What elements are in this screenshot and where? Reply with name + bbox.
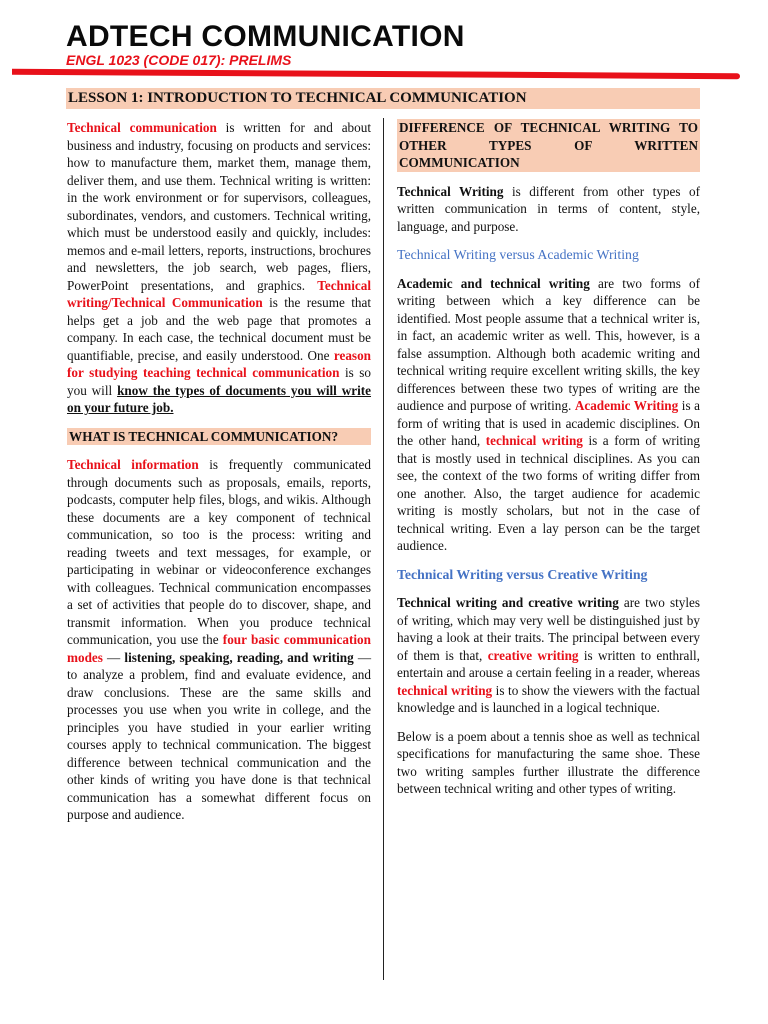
emphasis-bold: Academic and technical writing <box>397 275 590 291</box>
column-divider <box>383 118 384 980</box>
course-subtitle: ENGL 1023 (CODE 017): PRELIMS <box>66 52 292 68</box>
body-text: are two styles of writing, which may very well be distinguished just by having a look at their traits. The principal between every of them is that, <box>397 595 700 663</box>
left-column <box>67 119 371 835</box>
emphasis-bold: Technical writing and creative writing <box>397 595 619 610</box>
body-text: is the resume that helps get a job and the web page that promotes a company. In each case, the technical document must be quantifiable, precise, and easily understood. One <box>67 295 371 363</box>
intro-paragraph <box>67 119 371 417</box>
subheading-academic: Technical Writing versus Academic Writing <box>397 247 639 262</box>
section-heading-difference: DIFFERENCE OF TECHNICAL WRITING TO OTHER TYPES OF WRITTEN COMMUNICATION <box>399 120 698 170</box>
body-text: is a form of writing that is mostly used in technical disciplines. As you can see, the context of the two forms of writing differ from one another. Also, the target audience for academic writing is mostly scholars, but not in the case of technical writing. Even a lay person can be the target audience. <box>397 433 700 553</box>
emphasis-underlined: know the types of documents you will write on your future job. <box>67 382 372 415</box>
body-text: is a form of writing that is used in academic disciplines. On the other hand, <box>397 398 701 448</box>
term-highlight: Academic Writing <box>574 398 679 413</box>
body-text: is written for and about business and industry, focusing on products and services: how to manufacture them, market them, manage them, deliver them, and use them. Technical writing is written: in the work environment or for supervisors, colleagues, subordinates, vendors, and customers. Technical writing, which must be understood easily and quickly, includes: memos and e-mail letters, reports, instructions, brochures and newsletters, the job search, web pages, fliers, PowerPoint presentations, and graphics. <box>67 120 371 293</box>
emphasis-bold: Technical Writing <box>397 183 504 199</box>
body-text: — <box>102 649 125 665</box>
technical-info-paragraph <box>67 456 371 824</box>
section-heading-what-is: WHAT IS TECHNICAL COMMUNICATION? <box>67 428 371 446</box>
term-highlight: creative writing <box>487 647 579 663</box>
term-highlight: Technical information <box>67 457 199 472</box>
body-text: is so you will <box>67 365 371 398</box>
term-highlight: reason for studying teaching technical communication <box>67 347 371 380</box>
term-highlight: technical writing <box>485 433 583 448</box>
body-text: are two forms of writing between which a key difference can be identified. Most people assume that a technical writer is, in fact, an academic writer as well. This, however, is a false assumption. Although both academic writing and technical writing require excellent writing skills, the key differences between these two types of writing are the audience and purpose of writing. <box>397 275 700 413</box>
body-text: is written to enthrall, entertain and arouse a certain feeling in a reader, whereas <box>397 647 700 680</box>
right-column <box>397 119 700 809</box>
creative-paragraph <box>397 594 700 717</box>
term-highlight: four basic communication modes <box>67 632 371 665</box>
term-highlight: technical writing <box>397 682 493 698</box>
body-text: — to analyze a problem, find and evaluate evidence, and draw conclusions. These are the same skills and processes you use when you write in college, and the principles you have studied in your earlier writing courses apply to technical communication. The biggest difference between technical communication and the other kinds of writing you have done is that technical communication has a somewhat different focus on purpose and audience. <box>67 649 372 822</box>
lesson-heading <box>66 88 700 109</box>
header-rule <box>12 69 740 79</box>
body-text: is to show the viewers with the factual knowledge and is launched in a logical technique. <box>397 682 700 715</box>
poem-intro-paragraph: Below is a poem about a tennis shoe as well as technical specifications for manufacturing the same shoe. These two writing samples further illustrate the difference between technical writing and other types of writing. <box>397 728 700 796</box>
lesson-heading-text: LESSON 1: INTRODUCTION TO TECHNICAL COMMUNICATION <box>68 90 527 106</box>
body-text: is frequently communicated through documents such as proposals, emails, reports, podcasts, computer help files, blogs, and wikis. Although these documents are a key component of technical communication, so too is the process: writing and reading tweets and text messages, for example, or participating in webinar or videoconference exchanges with colleagues. Technical communication encompasses a set of activities that people do to discover, shape, and transmit information. When you produce technical communication, you use the <box>67 457 371 647</box>
term-highlight: Technical communication <box>67 120 217 135</box>
document-title: ADTECH COMMUNICATION <box>66 20 465 53</box>
academic-paragraph <box>397 275 700 555</box>
subheading-creative: Technical Writing versus Creative Writing <box>397 566 648 582</box>
term-highlight: Technical writing/Technical Communication <box>67 277 371 310</box>
body-text: is different from other types of written communication in terms of content, style, language, and purpose. <box>397 183 700 234</box>
difference-paragraph <box>397 183 700 236</box>
emphasis-bold: listening, speaking, reading, and writing <box>124 649 354 665</box>
